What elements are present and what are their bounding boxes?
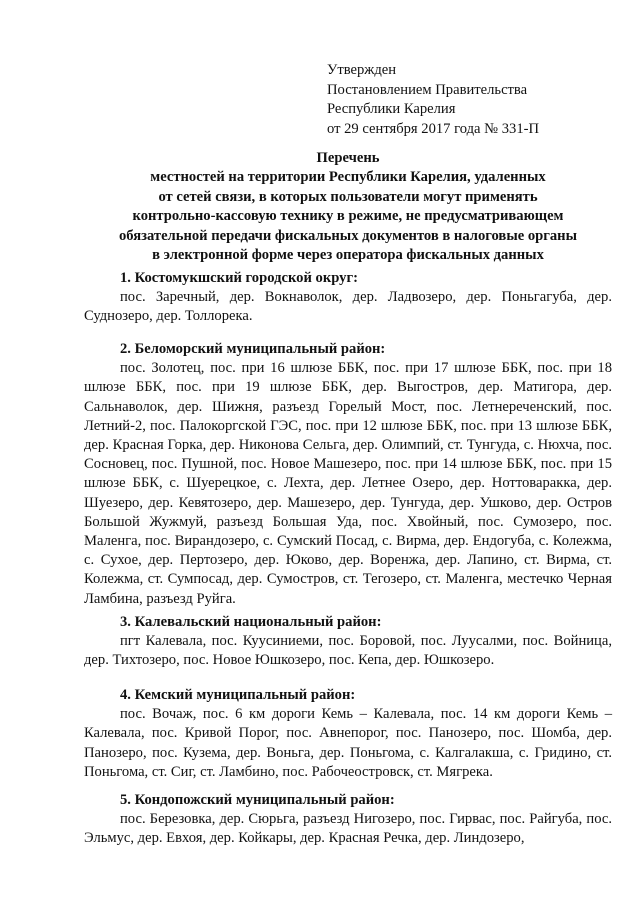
section-body: пос. Заречный, дер. Вокнаволок, дер. Ладвозеро, дер. Поньгагуба, дер. Суднозеро, дер. Толлорека. (84, 289, 612, 325)
section-heading: 4. Кемский муниципальный район: (120, 687, 356, 703)
section-belomorsk (84, 340, 612, 609)
title-line: Перечень (316, 150, 380, 166)
section-body: пгт Калевала, пос. Куусиниеми, пос. Боровой, пос. Луусалми, пос. Войница, дер. Тихтозеро, пос. Новое Юшкозеро, пос. Кепа, дер. Юшкозеро. (84, 633, 612, 669)
section-kalevala (84, 613, 612, 671)
title-line: обязательной передачи фискальных документов в налоговые органы (119, 227, 577, 244)
section-body: пос. Золотец, пос. при 16 шлюзе ББК, пос. при 17 шлюзе ББК, пос. при 18 шлюзе ББК, пос. при 19 шлюзе ББК, дер. Выгостров, дер. Матигора, дер. Сальнаволок, дер. Шижня, разъезд Горелый Мост, пос. Летнереченский, пос. Летний-2, пос. Палокоргской ГЭС, пос. при 12 шлюзе ББК, пос. при 13 шлюзе ББК, дер. Красная Горка, дер. Никонова Сельга, дер. Олимпий, ст. Тунгуда, с. Нюхча, пос. Сосновец, пос. Пушной, пос. Новое Машезеро, пос. при 14 шлюзе ББК, пос. при 15 шлюзе ББК, с. Шуерецкое, с. Лехта, дер. Летнее Озеро, дер. Ноттоваракка, дер. Шуезеро, дер. Кевятозеро, дер. Машезеро, дер. Тунгуда, дер. Ушково, дер. Остров Большой Жужмуй, разъезд Большая Уда, пос. Хвойный, пос. Сумозеро, пос. Маленга, пос. Вирандозеро, с. Сумский Посад, с. Вирма, дер. Ендогуба, с. Колежма, с. Сухое, дер. Пертозеро, дер. Юково, дер. Воренжа, дер. Лапино, ст. Вирма, ст. Колежма, ст. Сумпосад, дер. Сумостров, ст. Тегозеро, ст. Маленга, местечко Черная Ламбина, разъезд Руйга. (84, 360, 612, 607)
approval-block (327, 61, 627, 139)
approval-line: Постановлением Правительства (327, 81, 528, 98)
section-kem (84, 686, 612, 782)
title-line: от сетей связи, в которых пользователи могут применять (158, 188, 538, 205)
document-title (84, 149, 612, 265)
section-heading: 5. Кондопожский муниципальный район: (120, 792, 395, 808)
title-line: местностей на территории Республики Карелия, удаленных (150, 169, 546, 186)
title-line: контрольно-кассовую технику в режиме, не предусматривающем (132, 208, 564, 225)
approval-line: Республики Карелия (327, 101, 456, 118)
section-heading: 2. Беломорский муниципальный район: (120, 341, 386, 357)
section-heading: 3. Калевальский национальный район: (120, 614, 382, 630)
section-kondopoga (84, 791, 612, 849)
section-heading: 1. Костомукшский городской округ: (120, 270, 358, 286)
section-body: пос. Березовка, дер. Сюрьга, разъезд Нигозеро, пос. Гирвас, пос. Райгуба, пос. Эльмус, дер. Евхоя, дер. Койкары, дер. Красная Речка, дер. Линдозеро, (84, 811, 612, 847)
title-line: в электронной форме через оператора фискальных данных (152, 247, 544, 264)
approval-line: Утвержден (327, 62, 397, 78)
approval-date-line: от 29 сентября 2017 года № 331-П (327, 120, 540, 137)
section-kostomuksha (84, 269, 612, 327)
section-body: пос. Вочаж, пос. 6 км дороги Кемь – Калевала, пос. 14 км дороги Кемь – Калевала, пос. Кривой Порог, пос. Авнепорог, пос. Панозеро, пос. Шомба, дер. Панозеро, пос. Кузема, дер. Воньга, дер. Поньгома, с. Калгалакша, с. Гридино, ст. Поньгома, ст. Сиг, ст. Ламбино, пос. Рабочеостровск, ст. Мягрека. (84, 706, 612, 780)
